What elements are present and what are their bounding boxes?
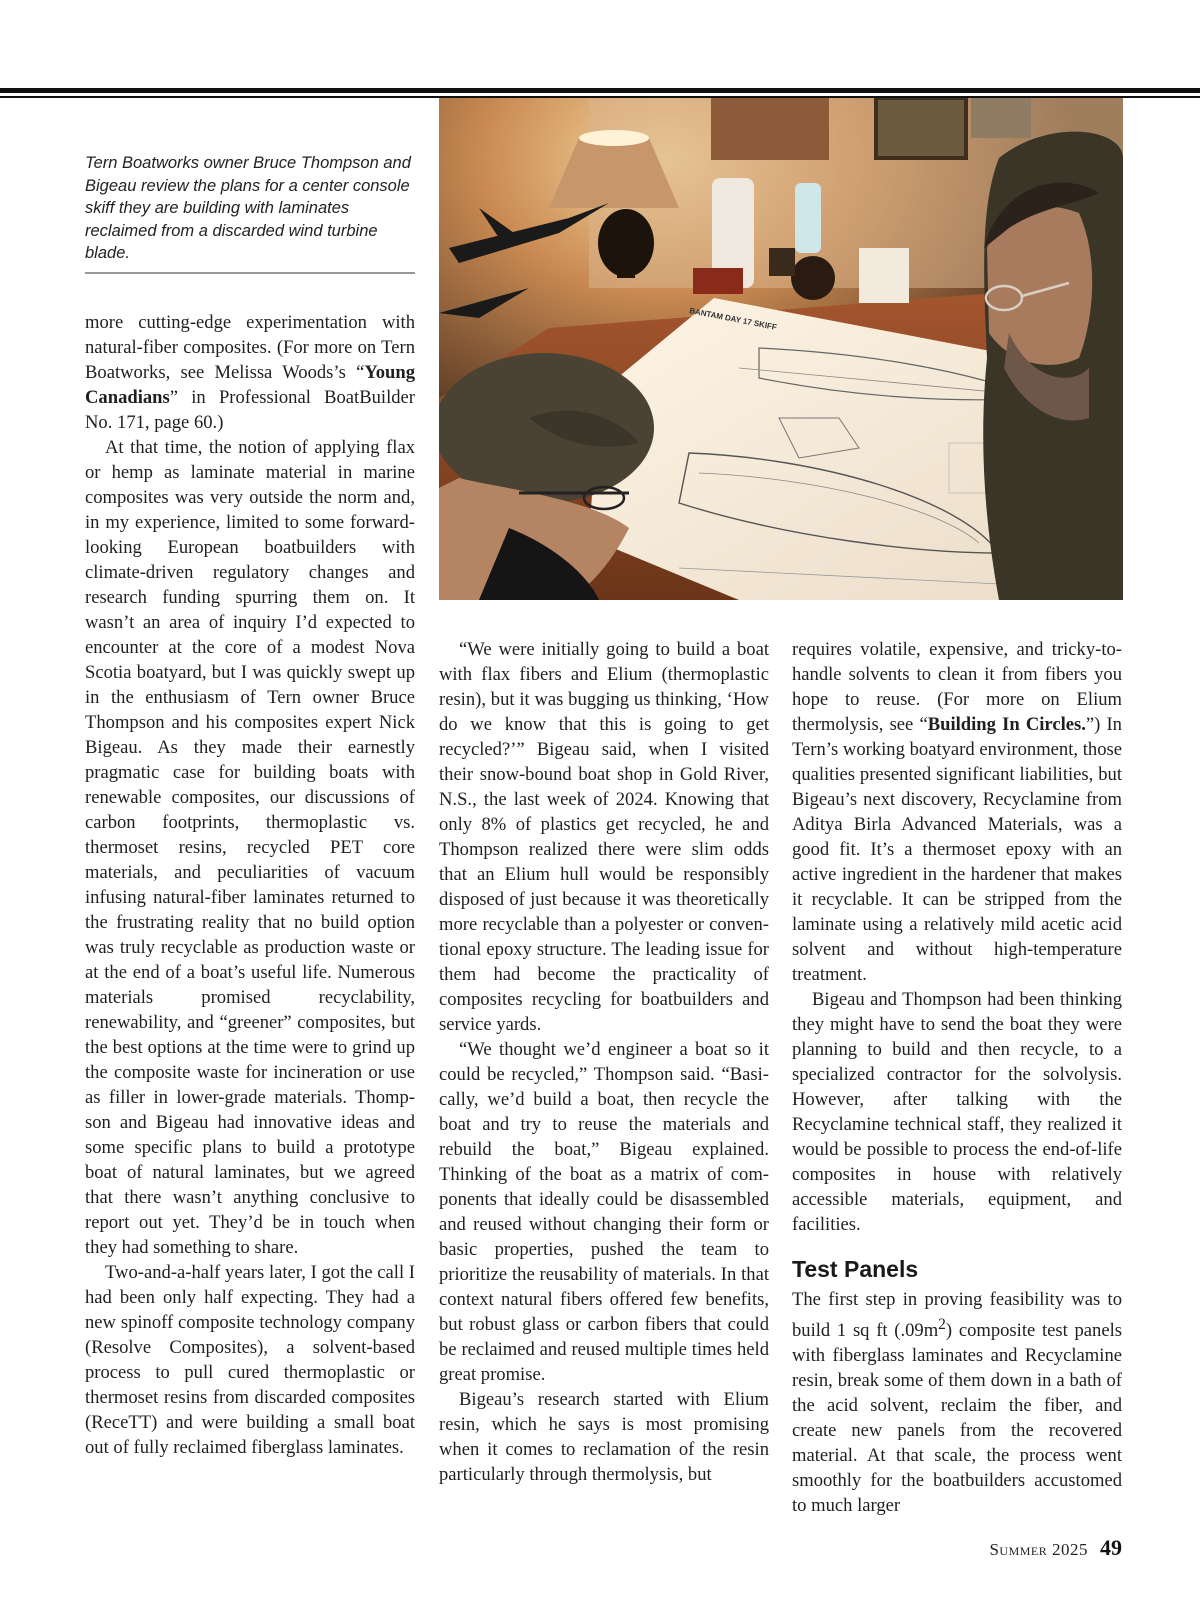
caption-divider: [85, 272, 415, 274]
paragraph: “We thought we’d engineer a boat so it could be recycled,” Thompson said. “Basically, we’d build a boat, then recycle the boat and try to reuse the materials and rebuild the boat,” Bigeau explained. Thinking of the boat as a matrix of components that ideally could be disassembled and reused without changing their form or basic properties, pushed the team to prioritize the reusability of materials. In that context natural fibers offered few benefits, but robust glass or carbon fibers that could be reclaimed and reused multiple times held great promise.: [439, 1039, 769, 1385]
wall-photo: [711, 98, 829, 160]
article-reference-link[interactable]: Young Canadians: [85, 362, 415, 408]
text-span: ” in Professional BoatBuilder No. 171, page 60.): [85, 387, 415, 433]
lamp-base: [598, 209, 654, 277]
article-reference-link[interactable]: Building In Circles.: [927, 714, 1086, 735]
paragraph: [792, 1287, 1122, 1518]
paragraph: [792, 637, 1122, 987]
superscript: 2: [938, 1316, 946, 1333]
paragraph: Bigeau and Thompson had been thinking they might have to send the boat they were planning to build and then recycle, to a specialized contractor for the solvolysis. However, after talking with the Recyclamine technical staff, they realized it would be possible to process the end-of-life composites in house with relatively accessible materials, equipment, and facilities.: [792, 989, 1122, 1235]
text-span: more cutting-edge experimentation with natural-fiber composites. (For more on Tern Boatworks, see Melissa Woods’s “: [85, 312, 415, 383]
page-number: 49: [1100, 1535, 1122, 1560]
text-span: ) composite test panels with fiberglass laminates and Recyclamine resin, break some of them down in a bath of the acid solvent, reclaim the fiber, and create new panels from the recovered material. At that scale, the process went smoothly for the boatbuilders accustomed to much larger: [792, 1320, 1123, 1517]
paragraph: [85, 310, 415, 435]
page-footer: [989, 1535, 1122, 1561]
text-column-1: [85, 310, 415, 1460]
paragraph: At that time, the notion of applying flax or hemp as laminate material in marine composites was very outside the norm and, in my experience, limited to some forward-looking European boatbuilders with climate-driven regulatory changes and research funding spurring them on. It wasn’t an area of inquiry I’d expected to encounter at the core of a modest Nova Scotia boatyard, but I was quickly swept up in the enthusiasm of Tern owner Bruce Thompson and his composites expert Nick Bigeau. As they made their earnestly pragmatic case for building boats with renewable composites, our discussions of carbon footprints, thermoplastic vs. thermoset resins, recycled PET core materials, and peculiarities of vacuum infusing natural-fiber laminates returned to the frustrating reality that no build option was truly recyclable as production waste or at the end of a boat’s useful life. Numerous materials promised recyclability, renewability, and “greener” composites, but the best options at the time were to grind up the composite waste for incineration or use as filler in lower-grade materials. Thompson and Bigeau had innovative ideas and some specific plans to build a prototype boat of natural laminates, but we agreed that there wasn’t anything conclusive to report out yet. They’d be in touch when they had something to share.: [85, 437, 415, 1258]
paragraph: Two-and-a-half years later, I got the call I had been only half expecting. They had a new spinoff composite technology company (Resolve Composites), a solvent-based process to pull cured thermoplastic or thermoset resins from discarded composites (ReceTT) and were building a small boat out of fully reclaimed fiberglass laminates.: [85, 1262, 415, 1458]
issue-label: Summer 2025: [989, 1540, 1088, 1559]
paragraph: “We were initially going to build a boat with flax fibers and Elium (thermoplastic resin), but it was bugging us thinking, ‘How do we know that this is going to get recycled?’” Bigeau said, when I visited their snow-bound boat shop in Gold River, N.S., the last week of 2024. Knowing that only 8% of plastics get recycled, he and Thompson realized there were slim odds that an Elium hull would be responsibly disposed of just because it was theoretically more recyclable than a polyester or conventional epoxy structure. The leading issue for them had become the practicality of composites recycling for boatbuilders and service yards.: [439, 639, 769, 1035]
text-span: requires volatile, expensive, and tricky-to-handle solvents to clean it from fibers you hope to reuse. (For more on Elium thermolysis, see “: [792, 639, 1122, 735]
paragraph: Bigeau’s research started with Elium resin, which he says is most promising when it comes to reclamation of the resin particularly through thermolysis, but: [439, 1389, 769, 1485]
text-span: ”) In Tern’s working boatyard environment, those qualities presented significant liabilities, but Bigeau’s next discovery, Recyclamine from Aditya Birla Advanced Materials, was a good fit. It’s a thermoset epoxy with an active ingredient in the hardener that makes it recyclable. It can be stripped from the laminate using a relatively mild acetic acid solvent and without high-temperature treatment.: [792, 714, 1122, 985]
wall-plaque: [876, 98, 966, 158]
section-heading: Test Panels: [792, 1256, 919, 1282]
photo-boat-plans: [439, 98, 1123, 600]
photo-caption: Tern Boatworks owner Bruce Thompson and Bigeau review the plans for a center console skiff they are building with laminates reclaimed from a discarded wind turbine blade.: [85, 154, 411, 262]
plans-title: BANTAM DAY 17 SKIFF: [688, 306, 778, 332]
header-rule-thick: [0, 88, 1200, 93]
text-span: The first step in proving feasibility was to build 1 sq ft (.09m: [792, 1289, 1122, 1342]
text-column-2: [439, 637, 769, 1487]
text-column-3: [792, 637, 1122, 1518]
